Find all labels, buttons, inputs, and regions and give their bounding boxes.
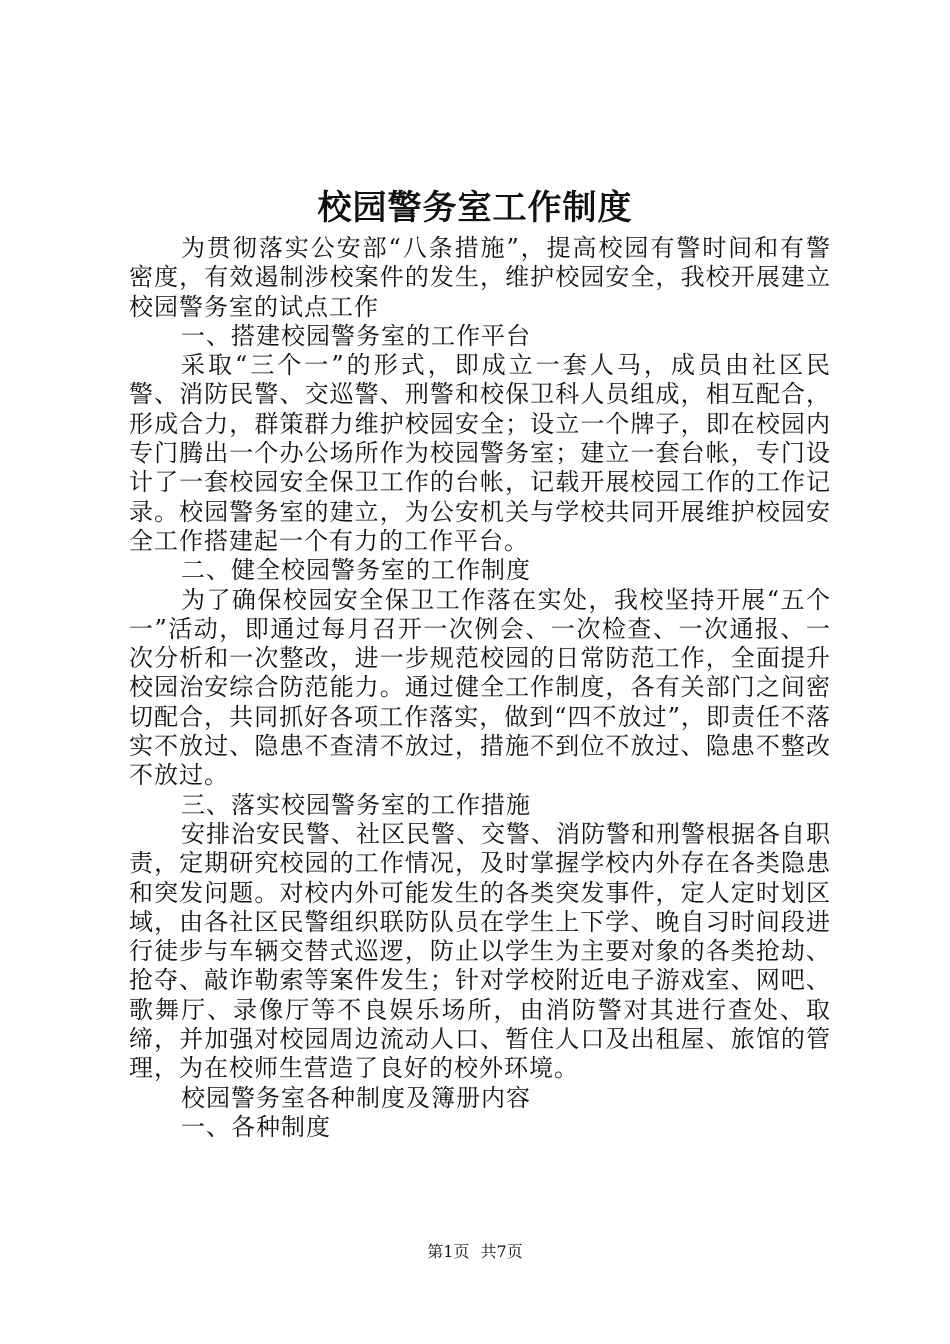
section-2-paragraph: 为了确保校园安全保卫工作落在实处，我校坚持开展“五个一”活动，即通过每月召开一次例会、一次检查、一次通报、一次分析和一次整改，进一步规范校园的日常防范工作，全面提升校园治安综合防范能力。通过健全工作制度，各有关部门之间密切配合，共同抓好各项工作落实，做到“四不放过”，即责任不落实不放过、隐患不查清不放过，措施不到位不放过、隐患不整改不放过。 — [129, 585, 831, 790]
section-1-paragraph: 采取“三个一”的形式，即成立一套人马，成员由社区民警、消防民警、交巡警、刑警和校保卫科人员组成，相互配合，形成合力，群策群力维护校园安全；设立一个牌子，即在校园内专门腾出一个办公场所作为校园警务室；建立一套台帐，专门设计了一套校园安全保卫工作的台帐，记载开展校园工作的工作记录。校园警务室的建立，为公安机关与学校共同开展维护校园安全工作搭建起一个有力的工作平台。 — [129, 351, 831, 555]
appendix-subheading: 一、各种制度 — [181, 1112, 331, 1141]
intro-paragraph: 为贯彻落实公安部“八条措施”，提高校园有警时间和有警密度，有效遏制涉校案件的发生，维护校园安全，我校开展建立校园警务室的试点工作 — [129, 234, 831, 321]
document-body — [129, 234, 831, 1142]
section-heading-2: 二、健全校园警务室的工作制度 — [181, 556, 531, 585]
page-footer — [0, 1240, 950, 1264]
section-heading-3: 三、落实校园警务室的工作措施 — [181, 790, 531, 819]
section-heading-1: 一、搭建校园警务室的工作平台 — [181, 321, 531, 350]
appendix-heading: 校园警务室各种制度及簿册内容 — [181, 1083, 531, 1112]
document-title: 校园警务室工作制度 — [317, 188, 633, 228]
section-3-paragraph: 安排治安民警、社区民警、交警、消防警和刑警根据各自职责，定期研究校园的工作情况，及时掌握学校内外存在各类隐患和突发问题。对校内外可能发生的各类突发事件，定人定时划区域，由各社区民警组织联防队员在学生上下学、晚自习时间段进行徒步与车辆交替式巡逻，防止以学生为主要对象的各类抢劫、抢夺、敲诈勒索等案件发生；针对学校附近电子游戏室、网吧、歌舞厅、录像厅等不良娱乐场所，由消防警对其进行查处、取缔，并加强对校园周边流动人口、暂住人口及出租屋、旅馆的管理，为在校师生营造了良好的校外环境。 — [129, 819, 831, 1083]
page-number: 第1页 — [427, 1242, 470, 1261]
page-total: 共7页 — [480, 1242, 523, 1261]
